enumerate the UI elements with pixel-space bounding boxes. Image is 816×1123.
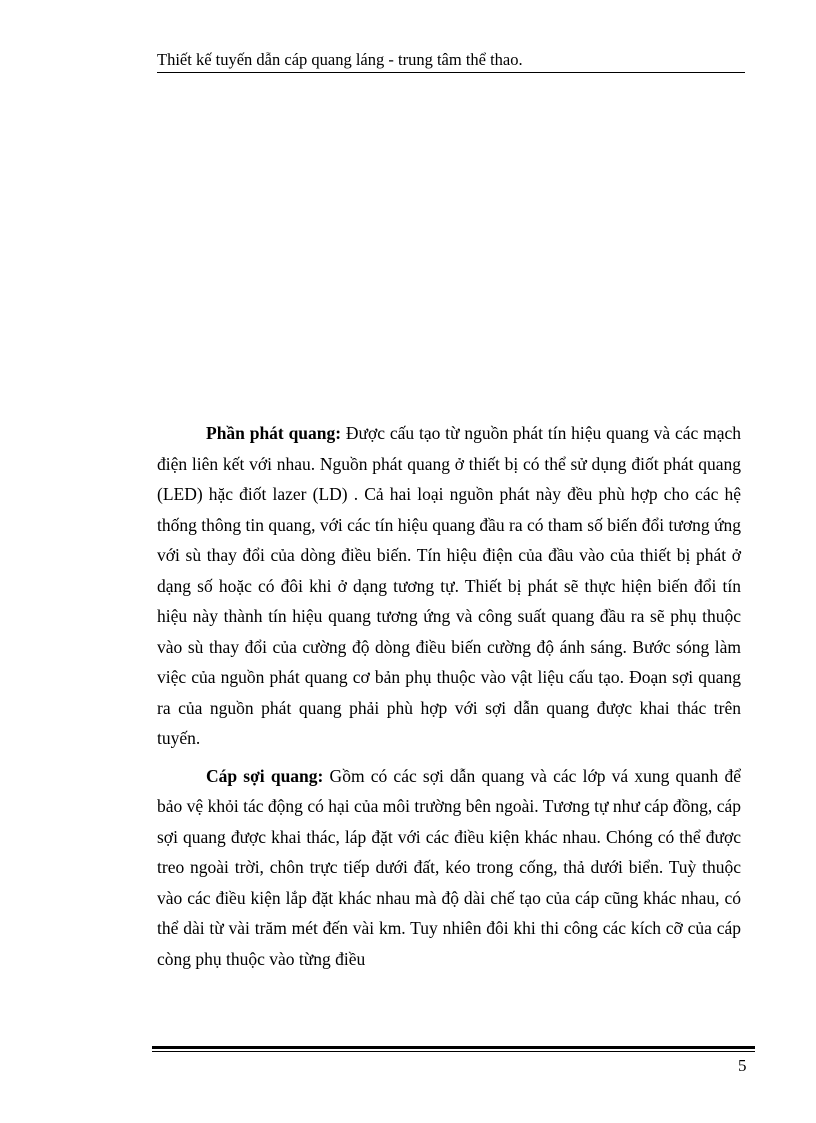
running-header <box>157 50 745 73</box>
paragraph-text: Được cấu tạo từ nguồn phát tín hiệu quang và các mạch điện liên kết với nhau. Nguồn phát quang ở thiết bị có thể sử dụng điốt phát quang (LED) hặc điốt lazer (LD) . Cả hai loại nguồn phát này đều phù hợp cho các hệ thống thông tin quang, với các tín hiệu quang đầu ra có tham số biến đổi tương ứng với sù thay đổi của dòng điều biến. Tín hiệu điện của đầu vào của thiết bị phát ở dạng số hoặc có đôi khi ở dạng tương tự. Thiết bị phát sẽ thực hiện biến đổi tín hiệu này thành tín hiệu quang tương ứng và công suất quang đầu ra sẽ phụ thuộc vào sù thay đổi của cường độ dòng điều biến cường độ ánh sáng. Bước sóng làm việc của nguồn phát quang cơ bản phụ thuộc vào vật liệu cấu tạo. Đoạn sợi quang ra của nguồn phát quang phải phù hợp với sợi dẫn quang được khai thác trên tuyến. <box>157 423 741 748</box>
header-title: Thiết kế tuyến dẫn cáp quang láng - trung tâm thể thao. <box>157 50 523 69</box>
paragraph-fiber-cable <box>157 761 741 975</box>
paragraph-text: Gồm có các sợi dẫn quang và các lớp vá xung quanh để bảo vệ khỏi tác động có hại của môi trường bên ngoài. Tương tự như cáp đồng, cáp sợi quang được khai thác, láp đặt với các điều kiện khác nhau. Chóng có thể được treo ngoài trời, chôn trực tiếp dưới đất, kéo trong cống, thả dưới biển. Tuỳ thuộc vào các điều kiện lắp đặt khác nhau mà độ dài chế tạo của cáp cũng khác nhau, có thể dài từ vài trăm mét đến vài km. Tuy nhiên đôi khi thi công các kích cỡ của cáp còng phụ thuộc vào từng điều <box>157 765 741 969</box>
footer-rule-thin <box>152 1051 755 1052</box>
paragraph-transmitter <box>157 418 741 754</box>
document-body <box>157 418 741 981</box>
paragraph-heading: Phần phát quang: <box>206 423 342 443</box>
page-number: 5 <box>738 1056 747 1075</box>
footer-rule-thick <box>152 1046 755 1049</box>
paragraph-heading: Cáp sợi quang: <box>206 765 324 786</box>
